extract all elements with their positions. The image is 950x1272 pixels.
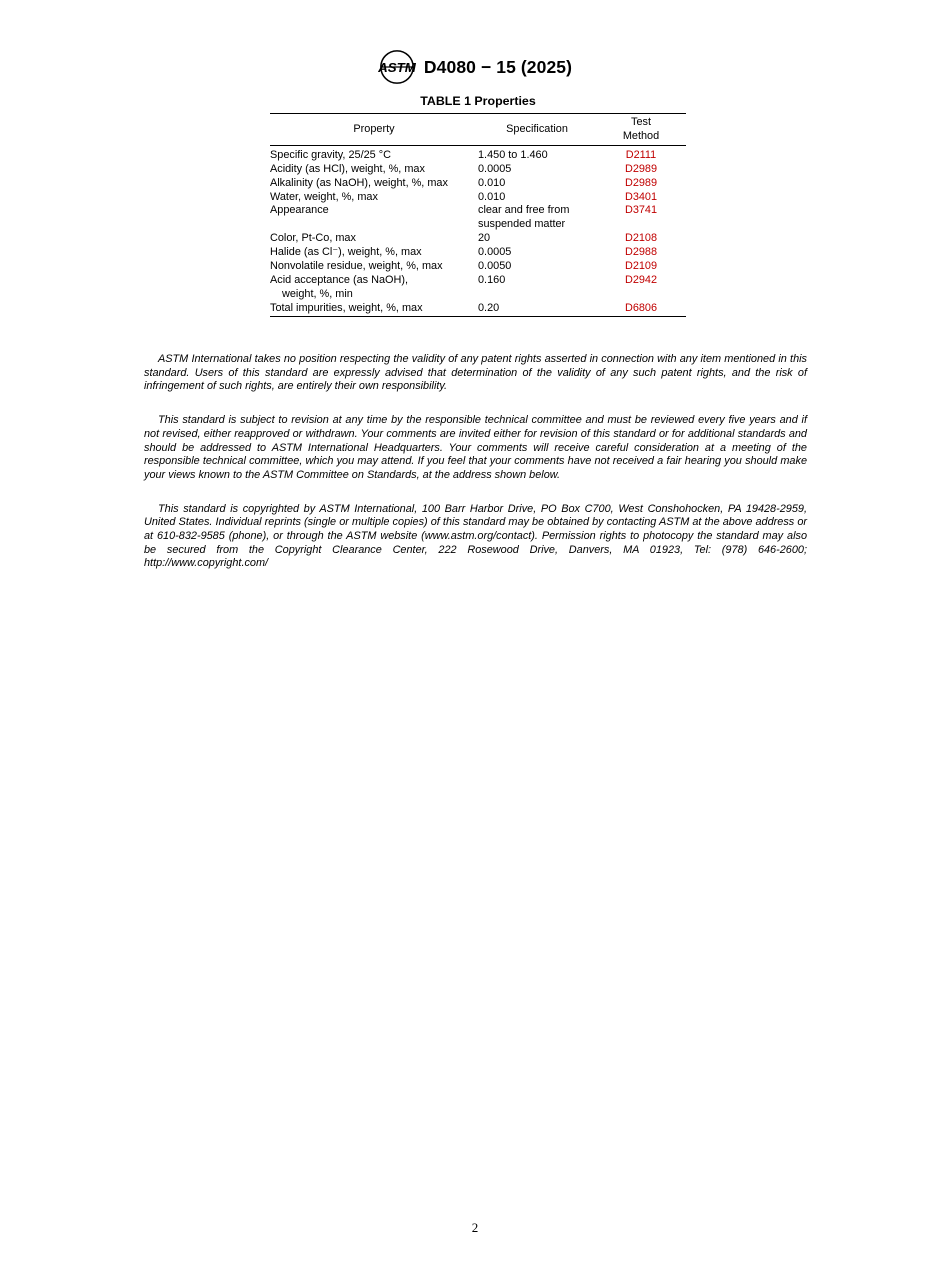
specification-cell: 1.450 to 1.460 [478,148,548,161]
test-method-link[interactable]: D2942 [624,273,658,286]
specification-cell: 20 [478,232,491,245]
table-row [270,204,686,232]
column-header-test-method-line2: Method [622,129,660,142]
specification-cell: 0.20 [478,301,500,314]
specification-line1: clear and free from [478,204,570,217]
table-caption: TABLE 1 Properties [420,94,536,108]
table-row [270,246,686,260]
property-cell: Halide (as Cl⁻), weight, %, max [270,246,422,259]
page-header [0,48,950,86]
table-row [270,232,686,246]
column-header-specification: Specification [506,122,568,135]
specification-cell: 0.0005 [478,246,512,259]
property-cell: Appearance [270,204,329,217]
table-row [270,191,686,205]
table-row [270,302,686,316]
specification-cell: 0.010 [478,190,506,203]
legal-notices [144,353,807,591]
test-method-link[interactable]: D2111 [625,148,657,161]
copyright-notice: This standard is copyrighted by ASTM International, 100 Barr Harbor Drive, PO Box C700, West Conshohocken, PA 19428-2959, United States. Individual reprints (single or multiple copies) of this standard may be obtained by contacting ASTM at the above address or at 610-832-9585 (phone), or through the ASTM website (www.astm.org/contact). Permission rights to photocopy the standard may also be secured from the Copyright Clearance Center, 222 Rosewood Drive, Danvers, MA 01923, Tel: (978) 646-2600; http://www.copyright.com/ [144,502,807,570]
specification-cell [478,204,596,232]
test-method-link[interactable]: D3401 [624,190,658,203]
column-header-property: Property [353,122,395,135]
property-cell [270,274,478,302]
specification-cell: 0.0050 [478,260,512,273]
property-line1: Acid acceptance (as NaOH), [270,273,409,286]
patent-notice: ASTM International takes no position respecting the validity of any patent rights asserted in connection with any item mentioned in this standard. Users of this standard are expressly advised that determination of the validity of any such patent rights, and the risk of infringement of such rights, are entirely their own responsibility. [144,353,807,393]
properties-table [270,113,686,317]
table-row [270,260,686,274]
test-method-link[interactable]: D6806 [624,301,658,314]
test-method-link[interactable]: D2988 [624,246,658,259]
property-cell: Nonvolatile residue, weight, %, max [270,260,443,273]
revision-notice: This standard is subject to revision at any time by the responsible technical committee and must be reviewed every five years and if not revised, either reapproved or withdrawn. Your comments are invited either for revision of this standard or for additional standards and should be addressed to ASTM International Headquarters. Your comments will receive careful consideration at a meeting of the responsible technical committee, which you may attend. If you feel that your comments have not received a fair hearing you should make your views known to the ASTM Committee on Standards, at the address shown below. [144,414,807,481]
logo-text: ASTM [378,59,416,75]
test-method-link[interactable]: D2108 [624,232,658,245]
properties-table-section [270,94,686,317]
column-header-test-method-line1: Test [631,116,651,128]
astm-logo-icon [378,48,416,86]
table-row [270,145,686,162]
table-row [270,177,686,191]
test-method-link[interactable]: D2989 [624,162,658,175]
specification-cell: 0.0005 [478,162,512,175]
property-cell: Water, weight, %, max [270,190,378,203]
property-cell: Acidity (as HCl), weight, %, max [270,162,425,175]
test-method-link[interactable]: D2989 [624,176,658,189]
table-header-row [270,114,686,146]
property-cell: Specific gravity, 25/25 °C [270,148,391,161]
property-cell: Alkalinity (as NaOH), weight, %, max [270,176,448,189]
specification-line2: suspended matter [478,218,566,231]
property-cell: Total impurities, weight, %, max [270,301,423,314]
document-designation: D4080 − 15 (2025) [423,56,573,77]
test-method-link[interactable]: D2109 [624,260,658,273]
table-row [270,274,686,302]
test-method-link[interactable]: D3741 [624,204,658,217]
specification-cell: 0.160 [478,273,506,286]
column-header-test-method [596,114,686,146]
specification-cell: 0.010 [478,176,506,189]
page-number: 2 [471,1220,479,1235]
property-cell: Color, Pt-Co, max [270,232,356,245]
table-row [270,163,686,177]
property-line2: weight, %, min [282,287,353,300]
